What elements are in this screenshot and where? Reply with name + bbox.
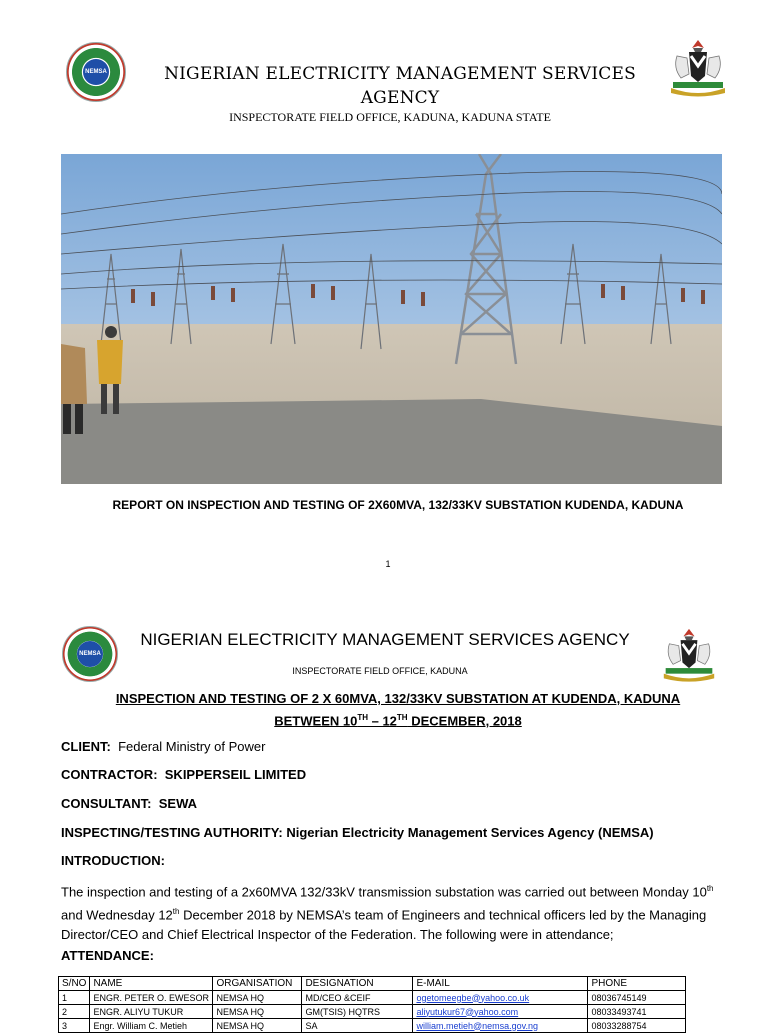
nemsa-logo-text: NEMSA: [83, 59, 109, 85]
introduction-paragraph: The inspection and testing of a 2x60MVA 132/33kV transmission substation was carried out between Monday 10th and Wednesday 12th December 2018 by NEMSA’s team of Engineers and technical officers led by the Managing Director/CEO and Chief Electrical Inspector of the Federation. The following were in attendance;: [61, 884, 714, 942]
email-link[interactable]: william.metieh@nemsa.gov.ng: [416, 1020, 538, 1031]
coat-of-arms-logo-2: [656, 627, 722, 683]
consultant-field: [61, 796, 197, 811]
cover-office: INSPECTORATE FIELD OFFICE, KADUNA, KADUNA STATE: [229, 110, 551, 124]
table-row: 2 ENGR. ALIYU TUKUR NEMSA HQ GM(TSIS) HQTRS aliyutukur67@yahoo.com 08033493741: [59, 1005, 686, 1019]
contractor-value: SKIPPERSEIL LIMITED: [164, 767, 307, 782]
col-sno: S/NO: [59, 977, 90, 991]
page2-agency-name: NIGERIAN ELECTRICITY MANAGEMENT SERVICES AGENCY: [140, 630, 630, 649]
heading-line-1: INSPECTION AND TESTING OF 2 X 60MVA, 132/33KV SUBSTATION AT KUDENDA, KADUNA: [115, 691, 681, 706]
table-header-row: [59, 977, 686, 991]
consultant-value: SEWA: [158, 796, 198, 811]
authority-field: [61, 825, 654, 840]
client-field: [61, 739, 265, 754]
substation-photo: [61, 154, 722, 484]
col-designation: DESIGNATION: [302, 977, 413, 991]
table-row: 3 Engr. William C. Metieh NEMSA HQ SA william.metieh@nemsa.gov.ng 08033288754: [59, 1019, 686, 1033]
coat-of-arms-logo: [663, 38, 733, 98]
nemsa-logo: [66, 42, 126, 102]
page-number: 1: [385, 559, 391, 569]
consultant-label: CONSULTANT:: [61, 796, 152, 811]
cover-caption: REPORT ON INSPECTION AND TESTING OF 2X60MVA, 132/33KV SUBSTATION KUDENDA, KADUNA: [112, 498, 684, 512]
authority-label: INSPECTING/TESTING AUTHORITY:: [61, 825, 283, 840]
email-link[interactable]: ogetomeegbe@yahoo.co.uk: [416, 992, 530, 1003]
col-email: E-MAIL: [413, 977, 588, 991]
client-label: CLIENT:: [61, 739, 111, 754]
attendance-table: [58, 976, 686, 1033]
email-link[interactable]: aliyutukur67@yahoo.com: [416, 1006, 519, 1017]
table-row: 1 ENGR. PETER O. EWESOR NEMSA HQ MD/CEO &CEIF ogetomeegbe@yahoo.co.uk 08036745149: [59, 991, 686, 1005]
col-organisation: ORGANISATION: [213, 977, 302, 991]
col-name: NAME: [90, 977, 213, 991]
document-heading: [60, 689, 736, 730]
contractor-label: CONTRACTOR:: [61, 767, 158, 782]
cover-agency-name: NIGERIAN ELECTRICITY MANAGEMENT SERVICES AGENCY: [164, 64, 636, 108]
attendance-heading: ATTENDANCE:: [61, 948, 154, 963]
authority-value: Nigerian Electricity Management Services Agency (NEMSA): [286, 825, 654, 840]
col-phone: PHONE: [588, 977, 686, 991]
heading-line-2: BETWEEN 10TH – 12TH DECEMBER, 2018: [274, 713, 522, 729]
nemsa-logo-2-text: NEMSA: [77, 641, 103, 667]
client-value: Federal Ministry of Power: [118, 739, 266, 754]
introduction-heading: INTRODUCTION:: [61, 853, 165, 868]
nemsa-logo-2: [62, 626, 118, 682]
contractor-field: [61, 767, 306, 782]
page2-office: INSPECTORATE FIELD OFFICE, KADUNA: [292, 666, 468, 676]
